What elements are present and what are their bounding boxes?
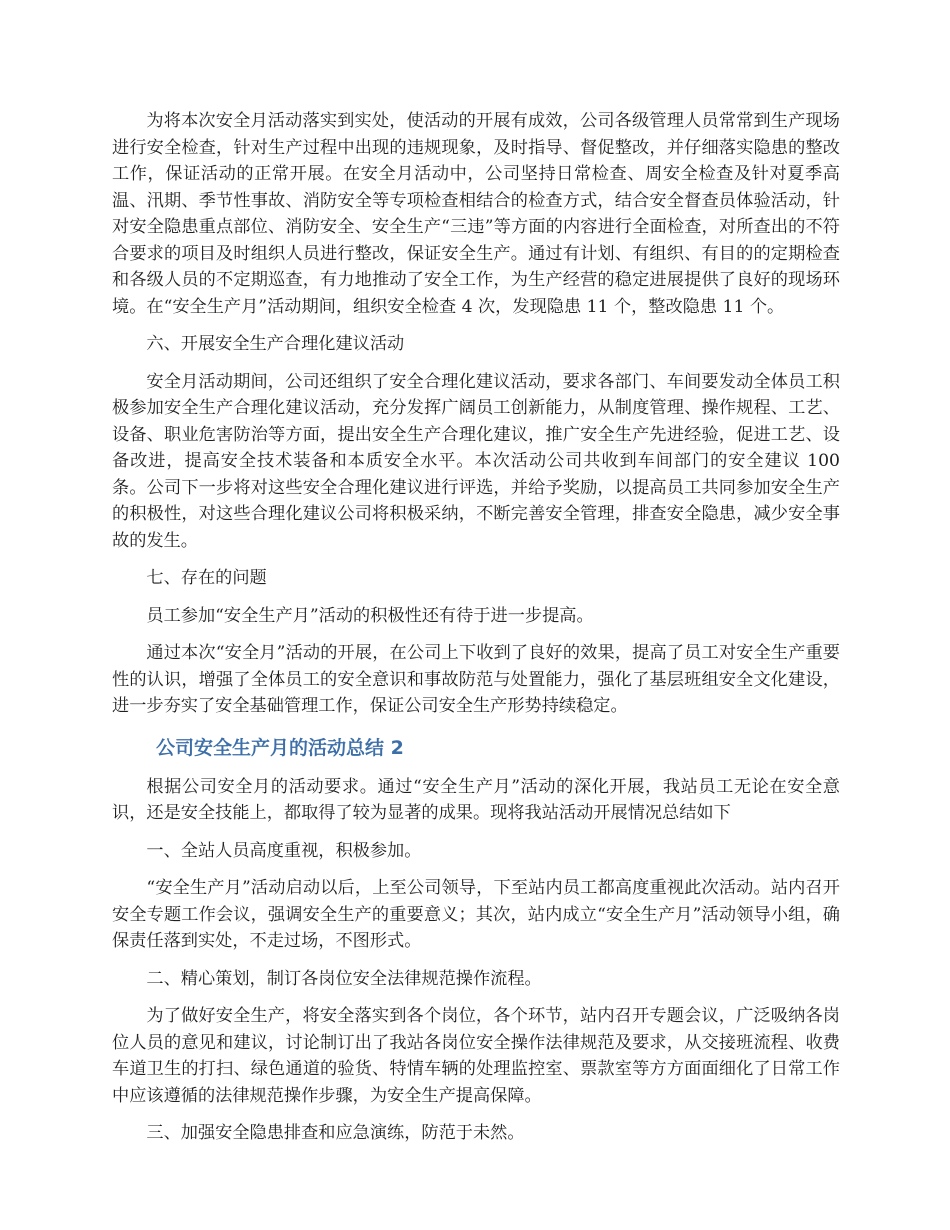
heading-section-seven: 七、存在的问题 bbox=[146, 568, 267, 588]
paragraph-rationalization: 安全月活动期间，公司还组织了安全合理化建议活动，要求各部门、车间要发动全体员工积极参加安全生产合理化建议活动，充分发挥广阔员工创新能力，从制度管理、操作规程、工艺、设备、职业危害防治等方面，提出安全生产合理化建议，推广安全生产先进经验，促进工艺、设备改进，提高安全技术装备和本质安全水平。本次活动公司共收到车间部门的安全建议 100 条。公司下一步将对这些安全合理化建议进行评选，并给予奖励，以提高员工共同参加安全生产的积极性，对这些合理化建议公司将积极采纳，不断完善安全管理，排查安全隐患，减少安全事故的发生。 bbox=[112, 371, 840, 551]
document-page bbox=[112, 108, 840, 1158]
paragraph-attention: “安全生产月”活动启动以后，上至公司领导，下至站内员工都高度重视此次活动。站内召开安全专题工作会议，强调安全生产的重要意义；其次，站内成立“安全生产月”活动领导小组，确保责任落到实处，不走过场，不图形式。 bbox=[112, 878, 840, 951]
paragraph-problem: 员工参加“安全生产月”活动的积极性还有待于进一步提高。 bbox=[146, 605, 594, 626]
heading-subsection-two: 二、精心策划，制订各岗位安全法律规范操作流程。 bbox=[146, 968, 542, 989]
paragraph-safety-inspection: 为将本次安全月活动落实到实处，使活动的开展有成效，公司各级管理人员常常到生产现场进行安全检查，针对生产过程中出现的违规现象，及时指导、督促整改，并仔细落实隐患的整改工作，保证活动的正常开展。在安全月活动中，公司坚持日常检查、周安全检查及针对夏季高温、汛期、季节性事故、消防安全等专项检查相结合的检查方式，结合安全督查员体验活动，针对安全隐患重点部位、消防安全、安全生产“三违”等方面的内容进行全面检查，对所查出的不符合要求的项目及时组织人员进行整改，保证安全生产。通过有计划、有组织、有目的的定期检查和各级人员的不定期巡查，有力地推动了安全工作，为生产经营的稳定进展提供了良好的现场环境。在“安全生产月”活动期间，组织安全检查 4 次，发现隐患 11 个，整改隐患 11 个。 bbox=[112, 111, 840, 317]
heading-section-six: 六、开展安全生产合理化建议活动 bbox=[146, 334, 405, 354]
paragraph-intro: 根据公司安全月的活动要求。通过“安全生产月”活动的深化开展，我站员工无论在安全意识，还是安全技能上，都取得了较为显著的成果。现将我站活动开展情况总结如下 bbox=[112, 776, 840, 823]
section-title-summary-2: 公司安全生产月的活动总结 2 bbox=[156, 736, 404, 759]
paragraph-procedures: 为了做好安全生产，将安全落实到各个岗位，各个环节，站内召开专题会议，广泛吸纳各岗位人员的意见和建议，讨论制订出了我站各岗位安全操作法律规范及要求，从交接班流程、收费车道卫生的打扫、绿色通道的验货、特情车辆的处理监控室、票款室等方方面面细化了日常工作中应该遵循的法律规范操作步骤，为安全生产提高保障。 bbox=[112, 1006, 840, 1106]
paragraph-conclusion: 通过本次“安全月”活动的开展，在公司上下收到了良好的效果，提高了员工对安全生产重要性的认识，增强了全体员工的安全意识和事故防范与处置能力，强化了基层班组安全文化建设，进一步夯实了安全基础管理工作，保证公司安全生产形势持续稳定。 bbox=[112, 643, 840, 716]
heading-subsection-three: 三、加强安全隐患排查和应急演练，防范于未然。 bbox=[146, 1123, 525, 1143]
heading-subsection-one: 一、全站人员高度重视，积极参加。 bbox=[146, 840, 422, 861]
